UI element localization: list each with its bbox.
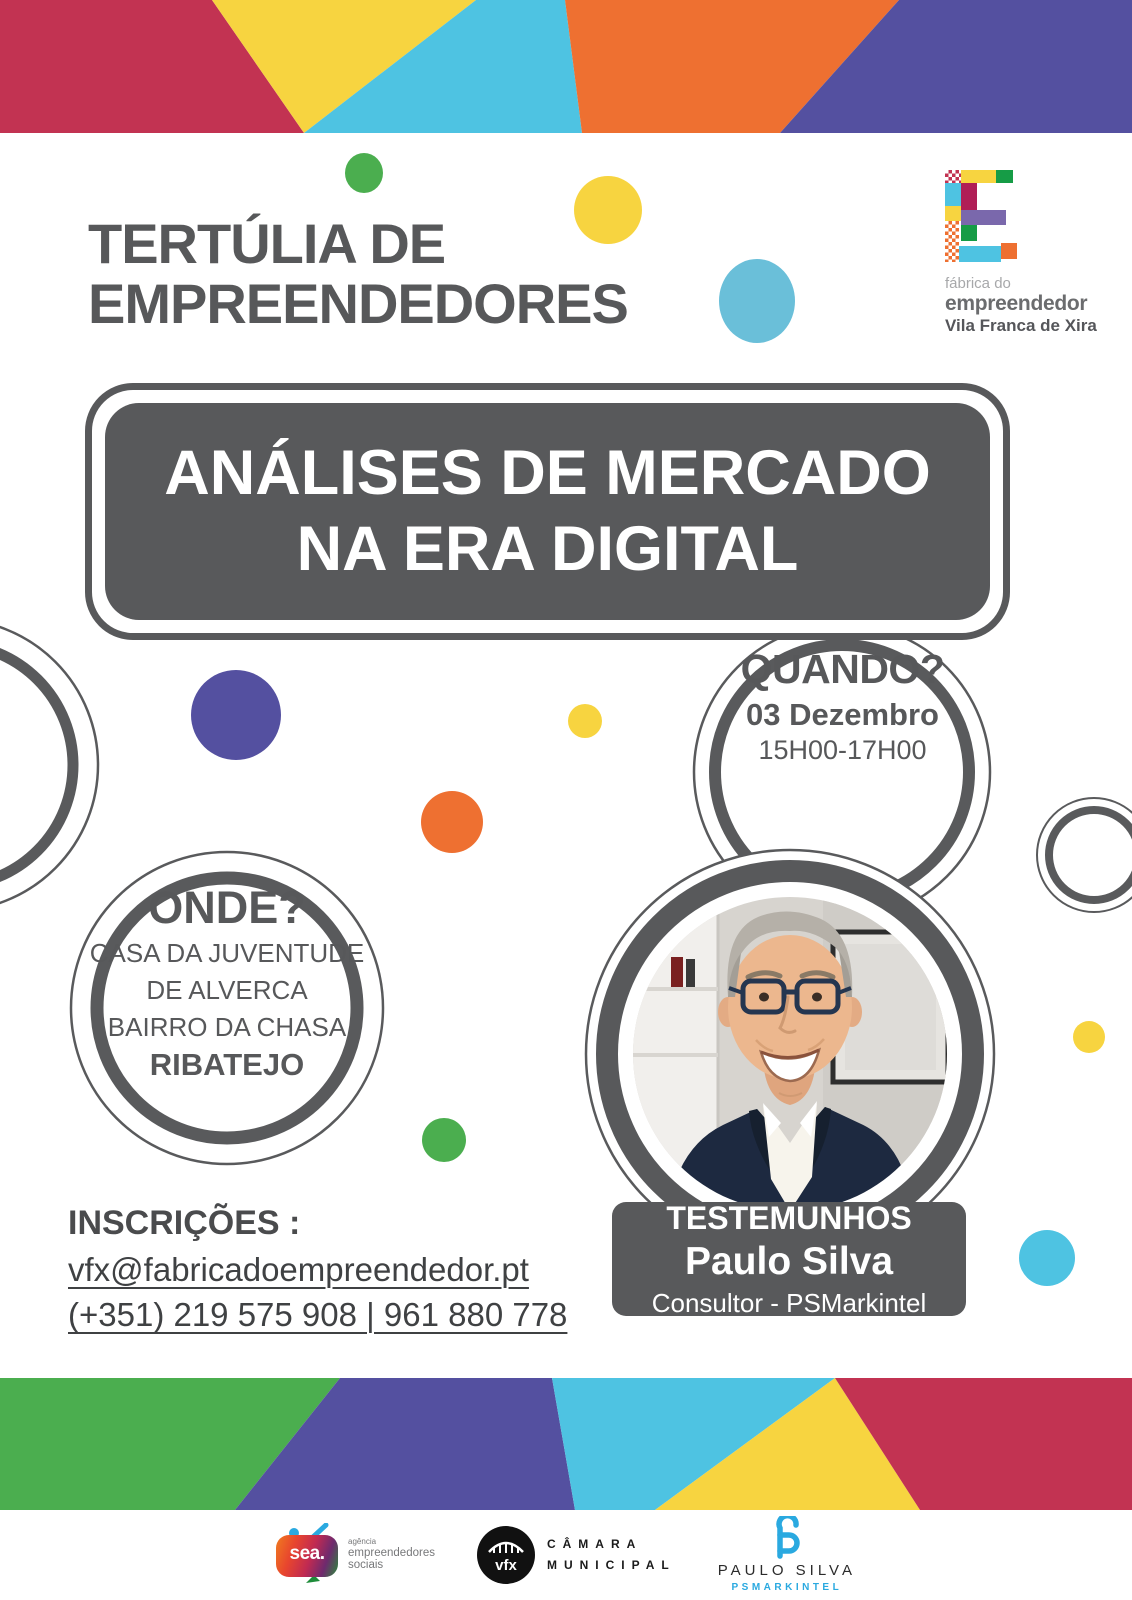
registration-phone-link[interactable]: (+351) 219 575 908 | 961 880 778 [68,1296,568,1334]
speaker-section-label: TESTEMUNHOS [666,1200,912,1237]
title-line-1: TERTÚLIA DE [88,212,446,275]
svg-text:vfx: vfx [495,1556,517,1574]
ps-brand: PSMARKINTEL [731,1582,843,1593]
sea-tagline-3: sociais [348,1558,384,1571]
sea-logo-icon [276,1523,340,1587]
camara-line-1: CÂMARA [546,1537,643,1552]
orange-dot [421,791,483,853]
fabrica-empreendedor-logo [920,170,1110,336]
right-cyan-dot [1019,1230,1075,1286]
speaker-role: Consultor - PSMarkintel [651,1288,927,1319]
main-title-banner [85,383,1010,640]
banner-title [164,436,931,587]
onde-locality: DE ALVERCA [146,975,308,1006]
right-edge-rings [1034,794,1132,916]
sea-wordmark: sea. [289,1542,325,1564]
speaker-card [612,1200,966,1319]
brand-region: Vila Franca de Xira [945,316,1097,336]
portrait-illustration [633,897,948,1211]
quando-time: 15H00-17H00 [758,735,927,765]
bottom-color-band [0,1378,1132,1510]
registration-heading: INSCRIÇÕES : [68,1204,301,1242]
ps-name: PAULO SILVA [717,1562,856,1579]
right-yellow-dot [1073,1021,1105,1053]
quando-heading: QUANDO? [740,646,945,692]
camara-line-2: MUNICIPAL [546,1557,676,1572]
onde-panel [68,882,386,1083]
speaker-name: Paulo Silva [684,1240,894,1284]
camara-municipal-logo [477,1526,676,1584]
green-dot-bottom [422,1118,466,1162]
onde-venue: CASA DA JUVENTUDE [89,938,365,968]
quando-date: 03 Dezembro [746,697,939,732]
title-line-2: EMPREENDEDORES [88,272,628,336]
small-yellow-dot [568,704,602,738]
brand-tagline: fábrica do [945,275,1011,292]
green-dot [345,153,383,193]
brand-name: empreendedor [945,292,1088,316]
mosaic-e-icon [945,170,1017,262]
banner-title-line-2: NA ERA DIGITAL [296,513,799,584]
banner-title-line-1: ANÁLISES DE MERCADO [164,437,931,508]
page-title [88,214,628,335]
blue-dot [719,259,795,343]
sea-logo [276,1523,435,1587]
purple-dot [191,670,281,760]
sea-tagline-1: agência [348,1537,377,1547]
registration-block [68,1200,567,1338]
quando-panel [690,646,995,766]
onde-district: BAIRRO DA CHASA [107,1012,347,1043]
sea-tagline-2: empreendedores [348,1546,435,1559]
ps-monogram-icon [765,1516,809,1560]
psmarkintel-logo [718,1516,856,1593]
onde-region: RIBATEJO [149,1047,305,1083]
top-color-band [0,0,1132,133]
partner-logos [0,1516,1132,1593]
onde-heading: ONDE? [148,882,306,933]
vfx-bridge-icon [477,1526,535,1584]
registration-email-link[interactable]: vfx@fabricadoempreendedor.pt [68,1250,529,1288]
